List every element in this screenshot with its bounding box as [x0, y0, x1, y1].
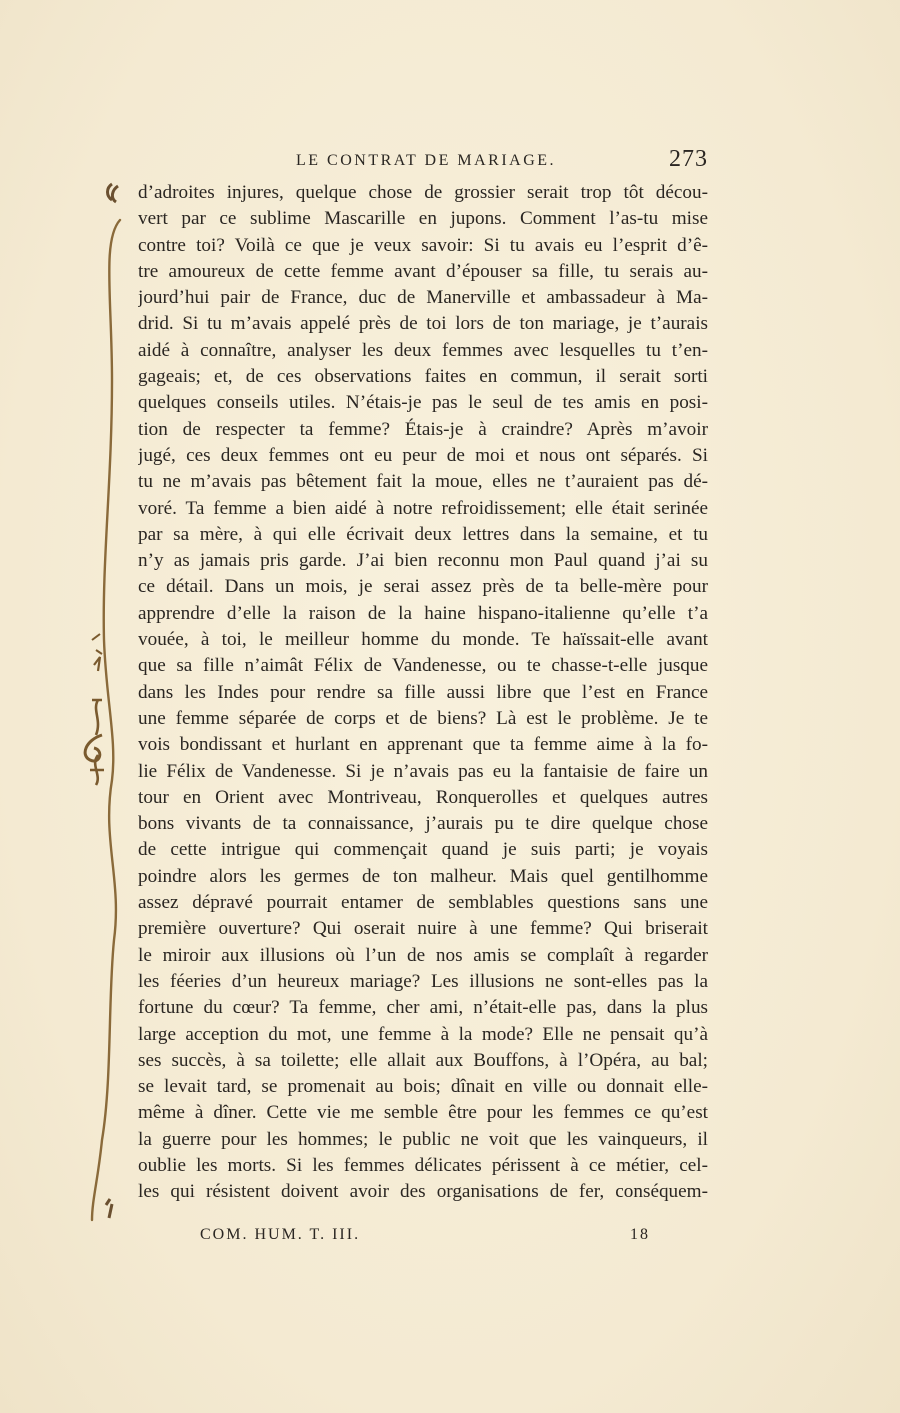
text-line: se levait tard, se promenait au bois; dînait en ville ou donnait elle-: [138, 1076, 708, 1098]
text-line: la guerre pour les hommes; le public ne voit que les vainqueurs, il: [138, 1128, 708, 1150]
body-text: [138, 180, 708, 1206]
margin-annotation: [72, 180, 132, 1225]
text-line: par sa mère, à qui elle écrivait deux lettres dans la semaine, et tu: [138, 523, 708, 545]
page-header: [138, 146, 708, 180]
text-line: même à dîner. Cette vie me semble être pour les femmes ce qu’est: [138, 1102, 708, 1124]
text-line: assez dépravé pourrait entamer de semblables questions sans une: [138, 892, 708, 914]
text-line: tre amoureux de cette femme avant d’épouser sa fille, tu serais au-: [138, 260, 708, 282]
text-line: n’y as jamais pris garde. J’ai bien reconnu mon Paul quand j’ai su: [138, 550, 708, 572]
text-line: une femme séparée de corps et de biens? Là est le problème. Je te: [138, 707, 708, 729]
sheet-number: 18: [630, 1226, 650, 1243]
text-line: ce détail. Dans un mois, je serai assez près de ta belle-mère pour: [138, 576, 708, 598]
text-line: voré. Ta femme a bien aidé à notre refroidissement; elle était serinée: [138, 497, 708, 519]
text-line: apprendre d’elle la raison de la haine hispano-italienne qu’elle t’a: [138, 602, 708, 624]
text-line: dans les Indes pour rendre sa fille aussi libre que l’est en France: [138, 681, 708, 703]
text-line: quelques conseils utiles. N’étais-je pas le seul de tes amis en posi-: [138, 392, 708, 414]
text-line: contre toi? Voilà ce que je veux savoir: Si tu avais eu l’esprit d’ê-: [138, 234, 708, 256]
text-line: jugé, ces deux femmes ont eu peur de moi et nous ont séparés. Si: [138, 444, 708, 466]
running-head: LE CONTRAT DE MARIAGE.: [296, 152, 557, 169]
text-line: oublie les morts. Si les femmes délicates périssent à ce métier, cel-: [138, 1154, 708, 1176]
text-line: fortune du cœur? Ta femme, cher ami, n’était-elle pas, dans la plus: [138, 997, 708, 1019]
text-line: les qui résistent doivent avoir des organisations de fer, conséquem-: [138, 1181, 708, 1203]
signature-mark: COM. HUM. T. III.: [200, 1226, 361, 1243]
text-line: vouée, à toi, le meilleur homme du monde. Te haïssait-elle avant: [138, 629, 708, 651]
text-line: vert par ce sublime Mascarille en jupons. Comment l’as-tu mise: [138, 208, 708, 230]
page-footer: [200, 1226, 650, 1252]
text-line: tour en Orient avec Montriveau, Ronquerolles et quelques autres: [138, 786, 708, 808]
text-line: tu ne m’avais pas bêtement fait la moue, elles ne t’auraient pas dé-: [138, 471, 708, 493]
text-line: poindre alors les germes de ton malheur. Mais quel gentilhomme: [138, 865, 708, 887]
text-line: les féeries d’un heureux mariage? Les illusions ne sont-elles pas la: [138, 970, 708, 992]
text-line: vois bondissant et hurlant en apprenant que ta femme aime à la fo-: [138, 734, 708, 756]
text-line: le miroir aux illusions où l’un de nos amis se complaît à regarder: [138, 944, 708, 966]
text-line: première ouverture? Qui oserait nuire à une femme? Qui briserait: [138, 918, 708, 940]
text-line: ses succès, à sa toilette; elle allait aux Bouffons, à l’Opéra, au bal;: [138, 1049, 708, 1071]
text-line: lie Félix de Vandenesse. Si je n’avais pas eu la fantaisie de faire un: [138, 760, 708, 782]
text-line: d’adroites injures, quelque chose de grossier serait trop tôt décou-: [138, 182, 708, 203]
text-line: large acception du mot, une femme à la mode? Elle ne pensait qu’à: [138, 1023, 708, 1045]
text-line: de cette intrigue qui commençait quand je suis parti; je voyais: [138, 839, 708, 861]
text-line: jourd’hui pair de France, duc de Manerville et ambassadeur à Ma-: [138, 287, 708, 309]
page-number: 273: [669, 146, 708, 172]
text-line: gageais; et, de ces observations faites en commun, il serait sorti: [138, 366, 708, 388]
text-line: que sa fille n’aimât Félix de Vandenesse, ou te chasse-t-elle jusque: [138, 655, 708, 677]
margin-bracket-drawing: [72, 180, 132, 1225]
text-line: bons vivants de ta connaissance, j’aurais pu te dire quelque chose: [138, 813, 708, 835]
text-line: tion de respecter ta femme? Étais-je à craindre? Après m’avoir: [138, 418, 708, 440]
text-line: aidé à connaître, analyser les deux femmes avec lesquelles tu t’en-: [138, 339, 708, 361]
text-line: drid. Si tu m’avais appelé près de toi lors de ton mariage, je t’aurais: [138, 313, 708, 335]
